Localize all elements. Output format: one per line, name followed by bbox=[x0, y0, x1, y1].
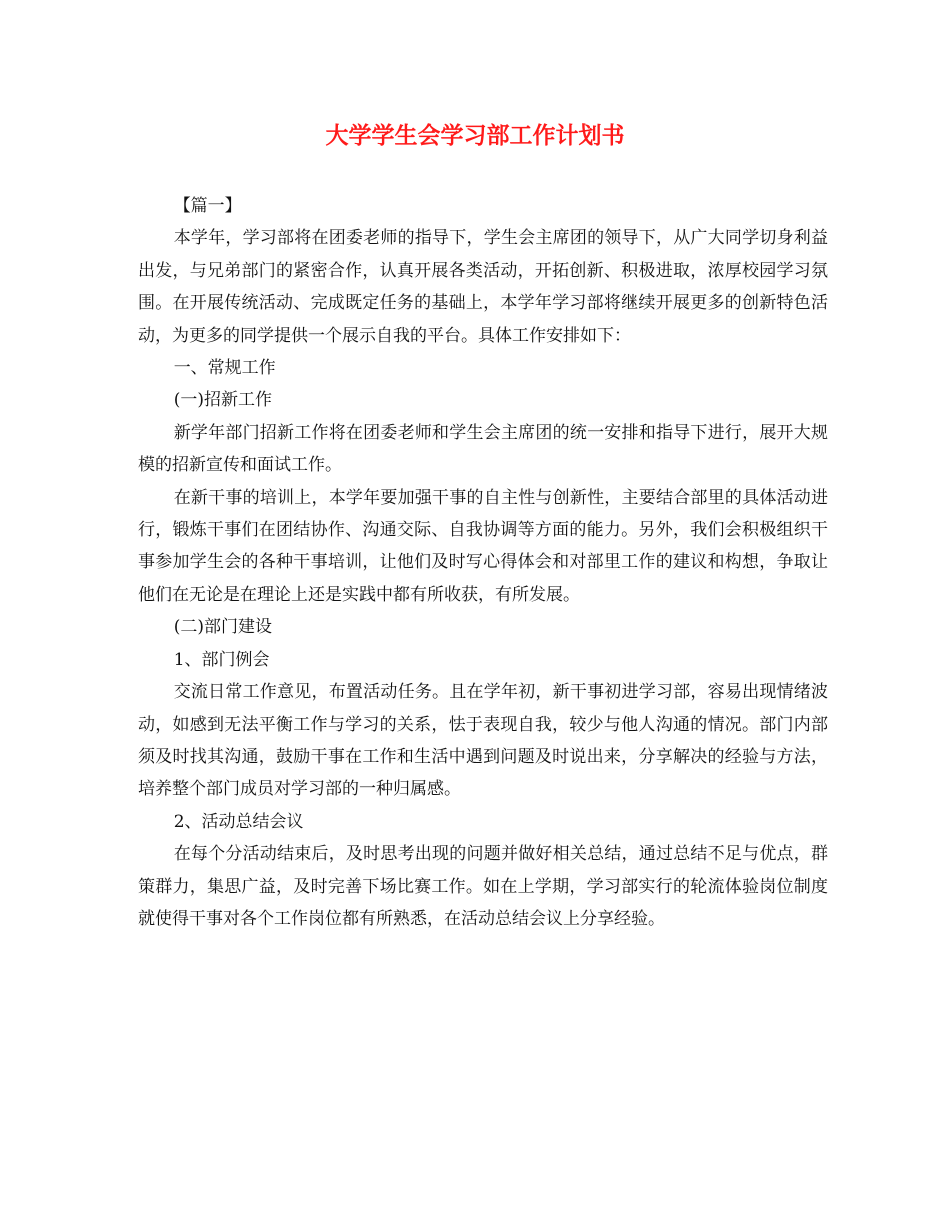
document-title: 大学学生会学习部工作计划书 bbox=[325, 122, 625, 149]
paragraph-intro: 本学年，学习部将在团委老师的指导下，学生会主席团的领导下，从广大同学切身利益出发，与兄弟部门的紧密合作，认真开展各类活动，开拓创新、积极进取，浓厚校园学习氛围。在开展传统活动、完成既定任务的基础上，本学年学习部将继续开展更多的创新特色活动，为更多的同学提供一个展示自我的平台。具体工作安排如下： bbox=[138, 228, 828, 346]
item-heading-activity-summary: 2、活动总结会议 bbox=[173, 811, 304, 832]
section-heading-part-one: 【篇一】 bbox=[173, 196, 242, 216]
paragraph-activity-summary: 在每个分活动结束后，及时思考出现的问题并做好相关总结，通过总结不足与优点，群策群力，集思广益，及时完善下场比赛工作。如在上学期，学习部实行的轮流体验岗位制度就使得干事对各个工作岗位都有所熟悉，在活动总结会议上分享经验。 bbox=[138, 844, 828, 929]
section-heading-routine-work: 一、常规工作 bbox=[173, 358, 276, 379]
subsection-heading-department-building: (二)部门建设 bbox=[173, 617, 272, 638]
document-body bbox=[138, 190, 828, 935]
subsection-heading-recruitment: (一)招新工作 bbox=[173, 390, 272, 411]
paragraph-department-meeting: 交流日常工作意见，布置活动任务。且在学年初，新干事初进学习部，容易出现情绪波动，如感到无法平衡工作与学习的关系，怯于表现自我，较少与他人沟通的情况。部门内部须及时找其沟通，鼓励干事在工作和生活中遇到问题及时说出来，分享解决的经验与方法，培养整个部门成员对学习部的一种归属感。 bbox=[138, 682, 828, 800]
item-heading-department-meeting: 1、部门例会 bbox=[173, 649, 270, 670]
paragraph-training: 在新干事的培训上，本学年要加强干事的自主性与创新性，主要结合部里的具体活动进行，锻炼干事们在团结协作、沟通交际、自我协调等方面的能力。另外，我们会积极组织干事参加学生会的各种干事培训，让他们及时写心得体会和对部里工作的建议和构想，争取让他们在无论是在理论上还是实践中都有所收获，有所发展。 bbox=[138, 487, 828, 605]
paragraph-recruitment: 新学年部门招新工作将在团委老师和学生会主席团的统一安排和指导下进行，展开大规模的招新宣传和面试工作。 bbox=[138, 422, 828, 476]
